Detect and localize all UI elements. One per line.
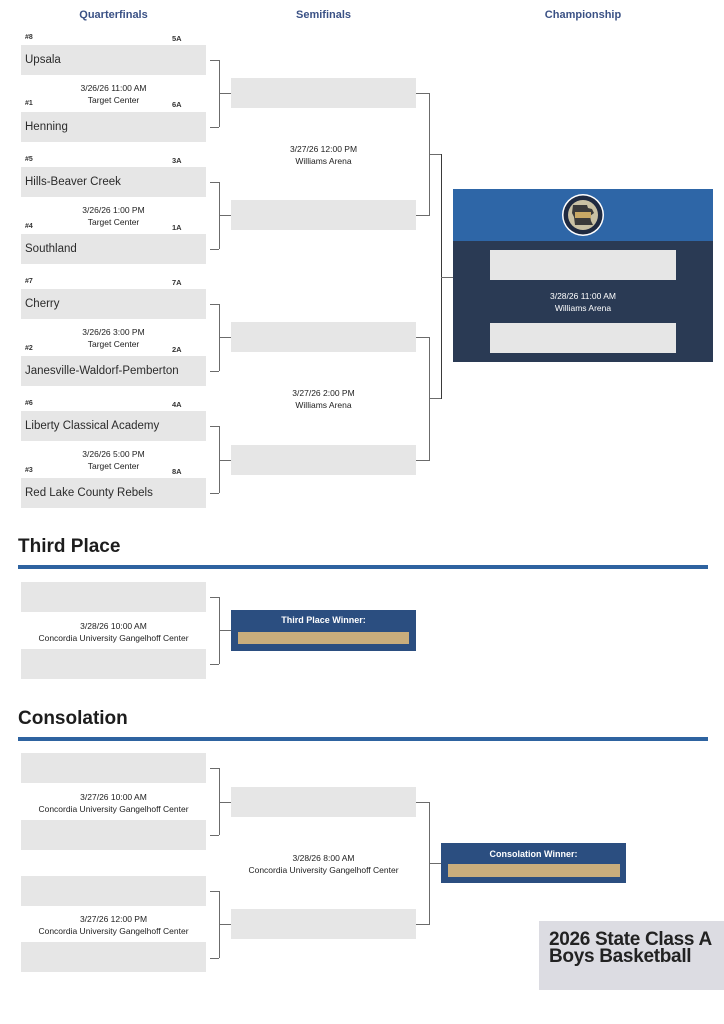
game-date: 3/27/26 10:00 AM xyxy=(80,792,147,802)
team-slot[interactable]: Liberty Classical Academy xyxy=(21,411,206,441)
seed-label: #7 xyxy=(25,278,33,285)
section-heading-consolation: Consolation xyxy=(18,708,128,729)
team-slot[interactable] xyxy=(21,649,206,679)
game-info xyxy=(21,913,206,937)
winner-slot[interactable] xyxy=(238,632,409,644)
game-venue: Williams Arena xyxy=(554,303,612,313)
championship-header xyxy=(453,189,713,241)
class-label: 7A xyxy=(172,278,182,287)
consolation-winner-box xyxy=(441,843,626,883)
game-venue: Target Center xyxy=(87,461,140,471)
seed-label: #6 xyxy=(25,400,33,407)
class-label: 2A xyxy=(172,345,182,354)
third-place-winner-label: Third Place Winner: xyxy=(281,615,366,625)
consolation-winner-label: Consolation Winner: xyxy=(489,849,578,859)
championship-game xyxy=(453,189,713,362)
team-slot[interactable]: Henning xyxy=(21,112,206,142)
game-date: 3/26/26 3:00 PM xyxy=(82,327,145,337)
class-label: 3A xyxy=(172,156,182,165)
game-venue: Concordia University Gangelhoff Center xyxy=(38,804,189,814)
game-venue: Williams Arena xyxy=(295,400,352,410)
team-slot[interactable]: Red Lake County Rebels xyxy=(21,478,206,508)
team-slot[interactable]: Hills-Beaver Creek xyxy=(21,167,206,197)
round-title-semifinals: Semifinals xyxy=(295,9,352,21)
game-date: 3/27/26 12:00 PM xyxy=(289,144,358,154)
title-box xyxy=(539,921,724,990)
team-slot[interactable] xyxy=(490,250,676,280)
game-date: 3/28/26 10:00 AM xyxy=(80,621,147,631)
team-slot[interactable]: Cherry xyxy=(21,289,206,319)
game-venue: Williams Arena xyxy=(295,156,352,166)
section-divider xyxy=(18,565,708,569)
team-slot[interactable] xyxy=(231,200,416,230)
class-label: 4A xyxy=(172,400,182,409)
team-slot[interactable] xyxy=(231,322,416,352)
seed-label: #4 xyxy=(25,223,33,230)
team-slot[interactable] xyxy=(21,876,206,906)
winner-slot[interactable] xyxy=(448,864,620,877)
round-title-quarterfinals: Quarterfinals xyxy=(79,9,148,21)
game-date: 3/27/26 12:00 PM xyxy=(79,914,148,924)
game-info xyxy=(231,852,416,876)
game-venue: Concordia University Gangelhoff Center xyxy=(38,633,189,643)
team-slot[interactable] xyxy=(21,820,206,850)
team-slot[interactable] xyxy=(21,582,206,612)
game-date: 3/26/26 5:00 PM xyxy=(82,449,145,459)
seed-label: #3 xyxy=(25,467,33,474)
seed-label: #1 xyxy=(25,100,33,107)
mshsl-logo-icon xyxy=(561,193,605,237)
team-slot[interactable]: Janesville-Waldorf-Pemberton xyxy=(21,356,206,386)
class-label: 1A xyxy=(172,223,182,232)
game-date: 3/26/26 1:00 PM xyxy=(82,205,145,215)
team-slot[interactable] xyxy=(490,323,676,353)
seed-label: #2 xyxy=(25,345,33,352)
section-heading-third-place: Third Place xyxy=(18,536,121,557)
game-venue: Target Center xyxy=(87,217,140,227)
game-venue: Concordia University Gangelhoff Center xyxy=(248,865,399,875)
third-place-winner-box xyxy=(231,610,416,651)
team-slot[interactable] xyxy=(21,942,206,972)
game-venue: Target Center xyxy=(87,339,140,349)
class-label: 6A xyxy=(172,100,182,109)
game-venue: Concordia University Gangelhoff Center xyxy=(38,926,189,936)
game-venue: Target Center xyxy=(87,95,140,105)
game-info xyxy=(453,290,713,314)
game-info xyxy=(231,387,416,411)
game-date: 3/28/26 11:00 AM xyxy=(549,291,616,301)
team-slot[interactable] xyxy=(231,78,416,108)
seed-label: #5 xyxy=(25,156,33,163)
game-date: 3/28/26 8:00 AM xyxy=(292,853,355,863)
team-slot[interactable] xyxy=(231,445,416,475)
round-title-championship: Championship xyxy=(544,9,622,21)
team-slot[interactable] xyxy=(231,787,416,817)
game-date: 3/26/26 11:00 AM xyxy=(80,83,147,93)
team-slot[interactable]: Southland xyxy=(21,234,206,264)
team-slot[interactable] xyxy=(231,909,416,939)
game-info xyxy=(21,620,206,644)
section-divider xyxy=(18,737,708,741)
team-slot[interactable]: Upsala xyxy=(21,45,206,75)
class-label: 5A xyxy=(172,34,182,43)
team-slot[interactable] xyxy=(21,753,206,783)
game-date: 3/27/26 2:00 PM xyxy=(292,388,355,398)
game-info xyxy=(231,143,416,167)
class-label: 8A xyxy=(172,467,182,476)
game-info xyxy=(21,791,206,815)
page-title: 2026 State Class A Boys Basketball xyxy=(549,929,712,967)
seed-label: #8 xyxy=(25,34,33,41)
